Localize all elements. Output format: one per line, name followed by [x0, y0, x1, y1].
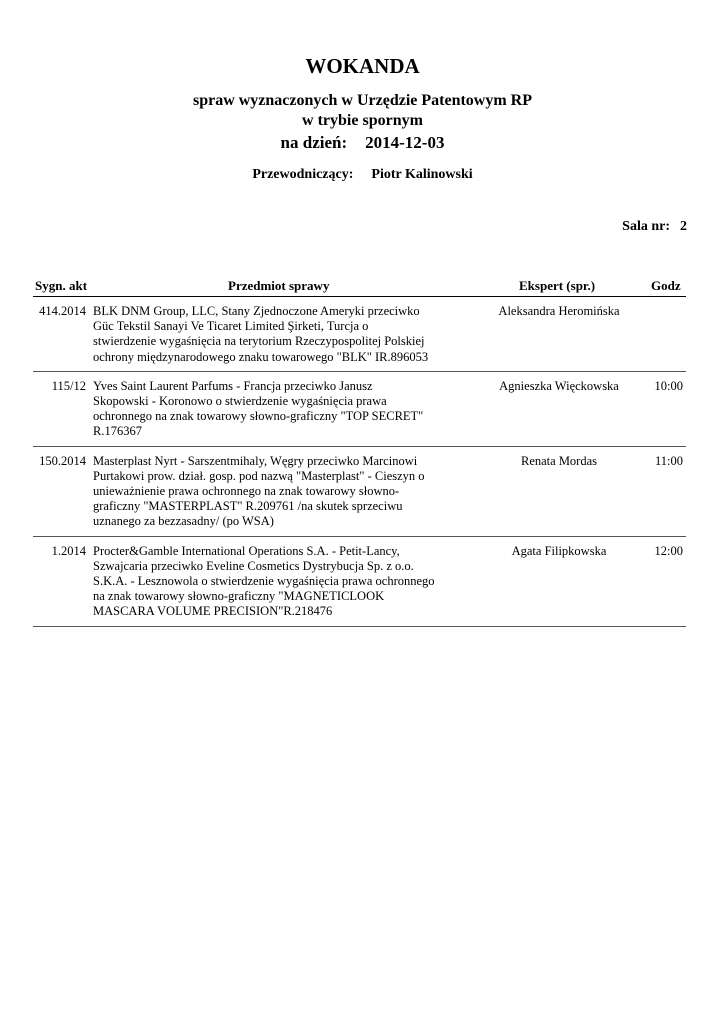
case-subject-line: MASCARA VOLUME PRECISION"R.218476 — [93, 604, 333, 619]
case-number: 1.2014 — [51, 543, 86, 558]
subtitle-line-2: w trybie spornym — [302, 112, 423, 129]
column-header-time: Godz — [651, 278, 681, 293]
case-subject-line: Güc Tekstil Sanayi Ve Ticaret Limited Şirketi, Turcja o — [93, 319, 369, 334]
case-subject-line: stwierdzenie wygaśnięcia na terytorium Rzeczypospolitej Polskiej — [93, 334, 425, 349]
date-line — [0, 133, 725, 153]
case-number: 150.2014 — [39, 453, 86, 468]
case-expert: Agnieszka Więckowska — [499, 378, 619, 393]
room-value: 2 — [680, 219, 687, 234]
case-subject-line: Skopowski - Koronowo o stwierdzenie wygaśnięcia prawa — [93, 394, 387, 409]
chair-label: Przewodniczący: — [252, 167, 354, 182]
chair-line — [0, 167, 725, 183]
table-row — [33, 297, 686, 372]
page-title: WOKANDA — [305, 54, 420, 78]
case-expert: Agata Filipkowska — [511, 543, 607, 558]
column-header-sygn: Sygn. akt — [35, 278, 88, 293]
page-subtitle — [0, 91, 725, 131]
table-row — [33, 447, 686, 537]
case-subject-line: uznanego za bezzasadny/ (po WSA) — [93, 514, 274, 529]
case-subject-line: S.K.A. - Lesznowola o stwierdzenie wygaśnięcia prawa ochronnego — [93, 574, 435, 589]
case-subject — [93, 454, 463, 530]
case-subject-line: ochronnego na znak towarowy słowno-graficzny "TOP SECRET" — [93, 409, 424, 424]
subtitle-line-1: spraw wyznaczonych w Urzędzie Patentowym RP — [192, 92, 533, 109]
column-header-expert: Ekspert (spr.) — [519, 278, 596, 293]
case-subject-line: Procter&Gamble International Operations S.A. - Petit-Lancy, — [93, 543, 400, 558]
case-subject-line: na znak towarowy słowno-graficzny "MAGNETICLOOK — [93, 589, 385, 604]
case-time: 11:00 — [654, 453, 683, 468]
case-subject — [93, 304, 463, 365]
case-time: 12:00 — [654, 543, 683, 558]
case-subject — [93, 544, 463, 620]
room-label: Sala nr: — [622, 219, 670, 234]
case-time: 10:00 — [654, 378, 683, 393]
case-number: 115/12 — [51, 378, 86, 393]
case-subject-line: unieważnienie prawa ochronnego na znak towarowy słowno- — [93, 484, 400, 499]
case-subject-line: Purtakowi prow. dział. gosp. pod nazwą "Masterplast" - Cieszyn o — [93, 468, 425, 483]
case-subject-line: Masterplast Nyrt - Sarszentmihaly, Węgry przeciwko Marcinowi — [93, 453, 418, 468]
cases-table — [33, 278, 686, 627]
column-header-subject: Przedmiot sprawy — [228, 278, 330, 293]
case-expert: Renata Mordas — [520, 453, 598, 468]
table-header — [33, 278, 686, 297]
case-subject-line: Szwajcaria przeciwko Eveline Cosmetics Dystrybucja Sp. z o.o. — [93, 558, 414, 573]
case-subject-line: graficzny "MASTERPLAST" R.209761 /na skutek sprzeciwu — [93, 499, 403, 514]
date-value: 2014-12-03 — [365, 133, 445, 152]
table-row — [33, 537, 686, 627]
case-expert: Aleksandra Heromińska — [498, 304, 620, 318]
chair-value: Piotr Kalinowski — [371, 167, 473, 182]
case-number: 414.2014 — [39, 304, 86, 318]
case-subject-line: BLK DNM Group, LLC, Stany Zjednoczone Ameryki przeciwko — [93, 304, 420, 318]
case-subject-line: ochrony międzynarodowego znaku towarowego "BLK" IR.896053 — [93, 349, 429, 364]
date-label: na dzień: — [280, 133, 348, 152]
room-line — [622, 219, 687, 235]
case-subject-line: R.176367 — [93, 424, 142, 439]
table-row — [33, 372, 686, 447]
case-subject-line: Yves Saint Laurent Parfums - Francja przeciwko Janusz — [93, 378, 373, 393]
case-subject — [93, 379, 463, 440]
